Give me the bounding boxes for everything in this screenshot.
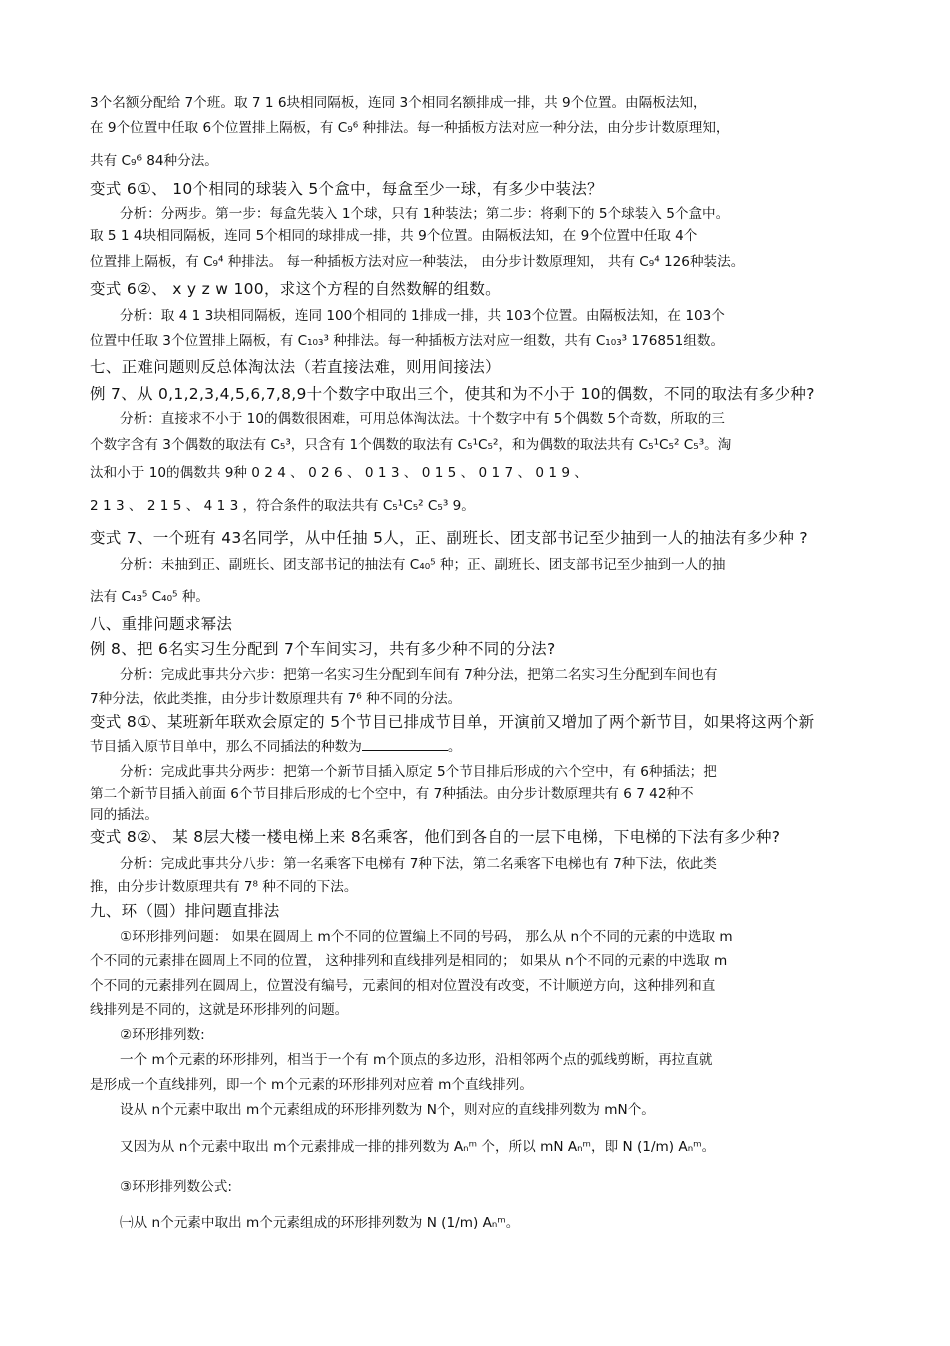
text-line: 分析：分两步。第一步：每盒先装入 1个球，只有 1种装法；第二步：将剩下的 5个球装入 5个盒中。 <box>120 206 730 222</box>
text-line: 2 1 3 、 2 1 5 、 4 1 3 ，符合条件的取法共有 C₅¹C₅² C₅³ 9。 <box>90 498 475 514</box>
text-line: 分析：直接求不小于 10的偶数很困难，可用总体淘汰法。十个数字中有 5个偶数 5个奇数，所取的三 <box>120 411 725 427</box>
text-line: ①环形排列问题： 如果在圆周上 m个不同的位置编上不同的号码， 那么从 n个不同的元素的中选取 m <box>120 929 733 945</box>
variant-heading: 变式 6①、 10个相同的球装入 5个盒中，每盒至少一球，有多少中装法？ <box>90 180 603 198</box>
variant-heading: 变式 7、一个班有 43名同学，从中任抽 5人，正、副班长、团支部书记至少抽到一人的抽法有多少种 ? <box>90 529 808 547</box>
example-heading: 例 7、从 0,1,2,3,4,5,6,7,8,9十个数字中取出三个，使其和为不小于 10的偶数，不同的取法有多少种? <box>90 385 815 403</box>
text-line: 分析：取 4 1 3块相同隔板，连同 100个相同的 1排成一排，共 103个位置。由隔板法知，在 103个 <box>120 308 725 324</box>
text-line: 推，由分步计数原理共有 7⁸ 种不同的下法。 <box>90 879 358 895</box>
text-line: 线排列是不同的，这就是环形排列的问题。 <box>90 1002 349 1018</box>
section-heading: 七、正难问题则反总体淘汰法（若直接法难，则用间接法） <box>90 358 501 376</box>
text-line: 个不同的元素排在圆周上不同的位置， 这种排列和直线排列是相同的； 如果从 n个不同的元素的中选取 m <box>90 953 728 969</box>
text-line: 在 9个位置中任取 6个位置排上隔板，有 C₉⁶ 种排法。每一种插板方法对应一种分法，由分步计数原理知， <box>90 120 730 136</box>
text-line <box>90 738 860 756</box>
text-line: 分析：未抽到正、副班长、团支部书记的抽法有 C₄₀⁵ 种；正、副班长、团支部书记至少抽到一人的抽 <box>120 557 726 573</box>
text-line: 共有 C₉⁶ 84种分法。 <box>90 153 218 169</box>
text-line: 又因为从 n个元素中取出 m个元素排成一排的排列数为 Aₙᵐ 个，所以 mN Aₙᵐ，即 N (1/m) Aₙᵐ。 <box>120 1139 716 1155</box>
answer-blank <box>362 738 448 751</box>
text-line: ②环形排列数: <box>120 1027 205 1043</box>
section-heading: 八、重排问题求幂法 <box>90 615 233 633</box>
text-line: 分析：完成此事共分八步：第一名乘客下电梯有 7种下法，第二名乘客下电梯也有 7种下法，依此类 <box>120 856 717 872</box>
text-line: 法有 C₄₃⁵ C₄₀⁵ 种。 <box>90 589 210 605</box>
variant-heading: 变式 8①、某班新年联欢会原定的 5个节目已排成节目单，开演前又增加了两个新节目，如果将这两个新 <box>90 713 815 731</box>
variant-heading: 变式 8②、 某 8层大楼一楼电梯上来 8名乘客，他们到各自的一层下电梯，下电梯的下法有多少种? <box>90 828 781 846</box>
text-line: 7种分法，依此类推，由分步计数原理共有 7⁶ 种不同的分法。 <box>90 691 462 707</box>
text-line: 汰和小于 10的偶数共 9种 0 2 4 、 0 2 6 、 0 1 3 、 0 1 5 、 0 1 7 、 0 1 9 、 <box>90 465 588 481</box>
text-line: 取 5 1 4块相同隔板，连同 5个相同的球排成一排，共 9个位置。由隔板法知，在 9个位置中任取 4个 <box>90 228 698 244</box>
text-segment: 。 <box>447 739 462 755</box>
text-line: 是形成一个直线排列，即一个 m个元素的环形排列对应着 m个直线排列。 <box>90 1077 533 1093</box>
variant-heading: 变式 6②、 x y z w 100，求这个方程的自然数解的组数。 <box>90 280 501 298</box>
text-line: 同的插法。 <box>90 807 158 823</box>
text-segment: 节目插入原节目单中，那么不同插法的种数为 <box>90 739 362 755</box>
text-line: 分析：完成此事共分两步：把第一个新节目插入原定 5个节目排后形成的六个空中，有 6种插法；把 <box>120 764 717 780</box>
text-line: 设从 n个元素中取出 m个元素组成的环形排列数为 N个，则对应的直线排列数为 mN个。 <box>120 1102 655 1118</box>
text-line: 位置排上隔板，有 C₉⁴ 种排法。 每一种插板方法对应一种装法， 由分步计数原理知， 共有 C₉⁴ 126种装法。 <box>90 254 745 270</box>
text-line: 一个 m个元素的环形排列，相当于一个有 m个顶点的多边形，沿相邻两个点的弧线剪断，再拉直就 <box>120 1052 713 1068</box>
text-line: 分析：完成此事共分六步：把第一名实习生分配到车间有 7种分法，把第二名实习生分配到车间也有 <box>120 667 718 683</box>
text-line: 个不同的元素排列在圆周上，位置没有编号，元素间的相对位置没有改变，不计顺逆方向，这种排列和直 <box>90 978 716 994</box>
text-line: 位置中任取 3个位置排上隔板，有 C₁₀₃³ 种排法。每一种插板方法对应一组数，共有 C₁₀₃³ 176851组数。 <box>90 333 725 349</box>
example-heading: 例 8、把 6名实习生分配到 7个车间实习，共有多少种不同的分法? <box>90 640 556 658</box>
text-line: ③环形排列数公式: <box>120 1179 232 1195</box>
text-line: ㈠从 n个元素中取出 m个元素组成的环形排列数为 N (1/m) Aₙᵐ。 <box>120 1215 520 1231</box>
text-line: 3个名额分配给 7个班。取 7 1 6块相同隔板，连同 3个相同名额排成一排，共 9个位置。由隔板法知， <box>90 95 707 111</box>
section-heading: 九、环（圆）排问题直排法 <box>90 902 280 920</box>
text-line: 个数字含有 3个偶数的取法有 C₅³，只含有 1个偶数的取法有 C₅¹C₅²，和为偶数的取法共有 C₅¹C₅² C₅³。淘 <box>90 437 732 453</box>
text-line: 第二个新节目插入前面 6个节目排后形成的七个空中，有 7种插法。由分步计数原理共有 6 7 42种不 <box>90 786 694 802</box>
